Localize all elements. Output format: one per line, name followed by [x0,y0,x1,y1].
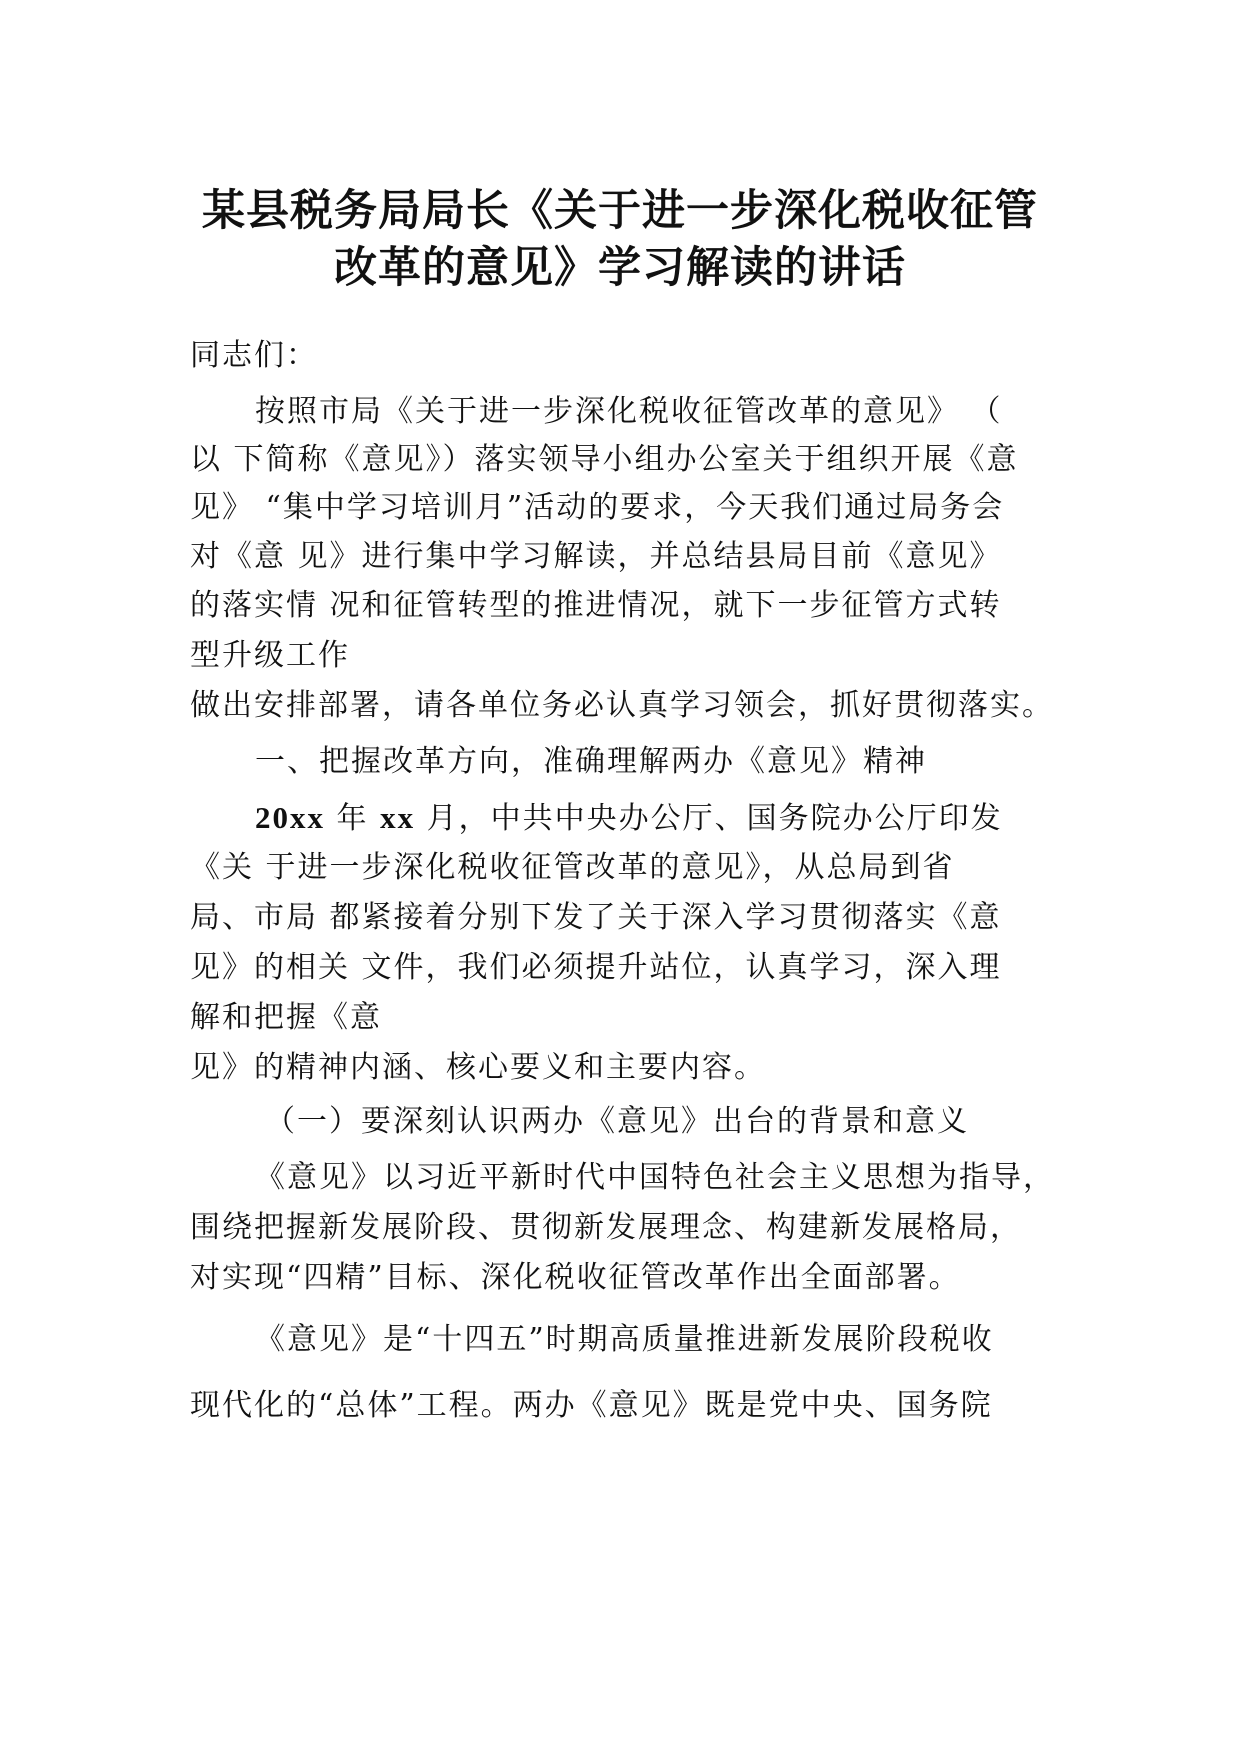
paragraph-line: 对《意 见》进行集中学习解读，并总结县局目前《意见》 [190,539,1002,574]
paragraph-line: 围绕把握新发展阶段、贯彻新发展理念、构建新发展格局， [190,1210,1022,1245]
paragraph-line: 《意见》是“十四五”时期高质量推进新发展阶段税收 [255,1322,994,1357]
paragraph-line: 现代化的“总体”工程。两办《意见》既是党中央、国务院 [190,1388,993,1423]
paragraph-line: 局、市局 都紧接着分别下发了关于深入学习贯彻落实《意 [190,900,1002,935]
section-heading: 一、把握改革方向，准确理解两办《意见》精神 [255,744,927,779]
paragraph-line: 解和把握《意 [190,1000,382,1035]
month-placeholder: xx [380,800,416,835]
paragraph-line: 对实现“四精”目标、深化税收征管改革作出全面部署。 [190,1260,961,1295]
year-placeholder: 20xx [255,800,325,835]
paragraph-line: 见》的相关 文件，我们必须提升站位，认真学习，深入理 [190,950,1002,985]
paragraph-line: 按照市局《关于进一步深化税收征管改革的意见》 （ [255,394,1003,429]
paragraph-text: 月，中共中央办公厅、国务院办公厅印发 [415,801,1003,836]
paragraph-line [255,798,1003,839]
paragraph-line: 型升级工作 [190,638,350,673]
document-title-line-1: 某县税务局局长《关于进一步深化税收征管 [202,186,1038,236]
paragraph-line: 以 下简称《意见》）落实领导小组办公室关于组织开展《意 [190,442,1019,477]
paragraph-line: 的落实情 况和征管转型的推进情况，就下一步征管方式转 [190,588,1002,623]
subsection-heading: （一）要深刻认识两办《意见》出台的背景和意义 [265,1104,969,1139]
paragraph-line: 《意见》以习近平新时代中国特色社会主义思想为指导， [255,1160,1055,1195]
salutation: 同志们： [190,338,318,373]
paragraph-line: 见》 “集中学习培训月”活动的要求，今天我们通过局务会 [190,490,1005,525]
paragraph-line: 见》的精神内涵、核心要义和主要内容。 [190,1050,766,1085]
year-unit: 年 [325,801,381,836]
paragraph-line: 《关 于进一步深化税收征管改革的意见》，从总局到省 [190,850,955,885]
document-title-line-2: 改革的意见》学习解读的讲话 [334,243,906,293]
paragraph-line: 做出安排部署，请各单位务必认真学习领会，抓好贯彻落实。 [190,688,1054,723]
